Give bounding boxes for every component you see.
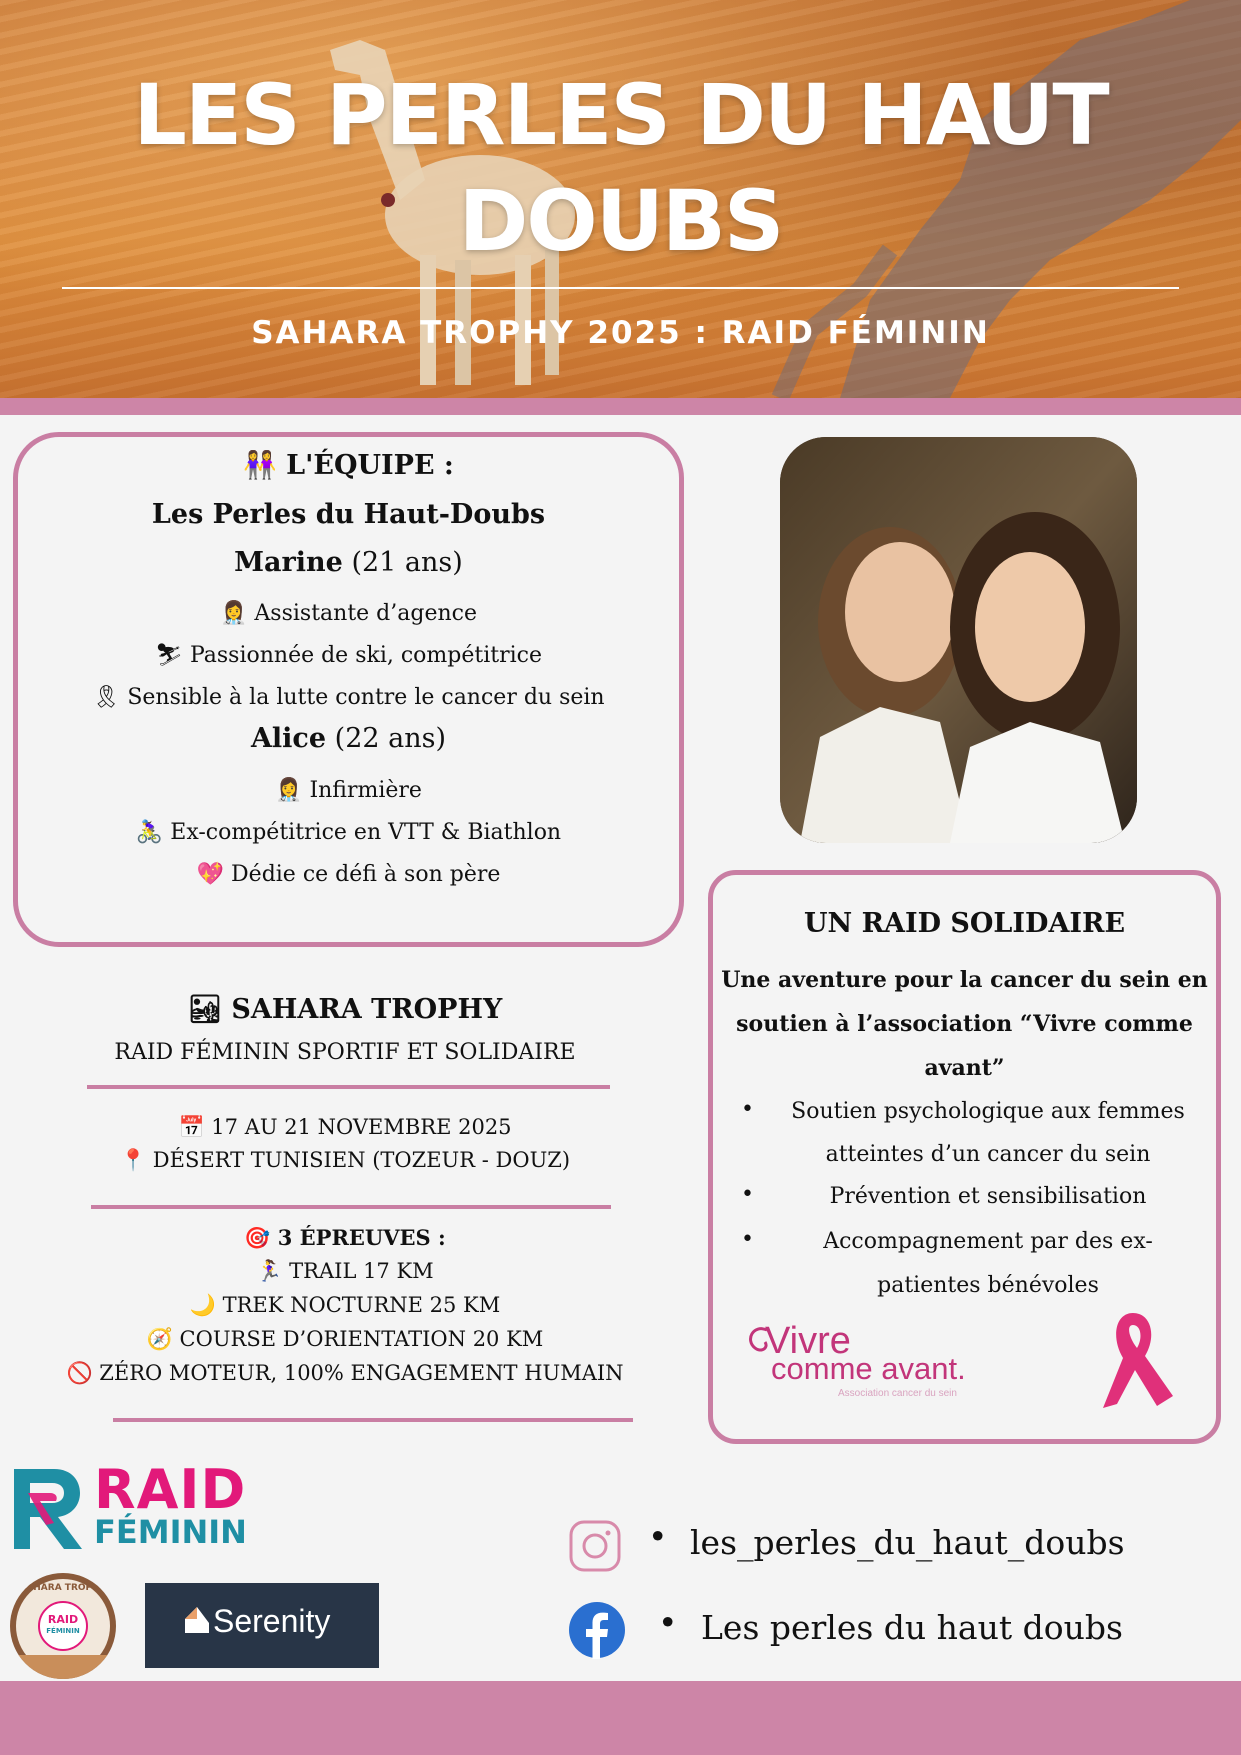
- member-marine: [18, 547, 679, 578]
- divider: [91, 1205, 611, 1209]
- raid-logo-word: RAID: [94, 1458, 247, 1521]
- event-item: 🏃‍♀️ TRAIL 17 KM: [256, 1259, 434, 1283]
- member-detail: 🎗 Sensible à la lutte contre le cancer du sein: [92, 685, 605, 710]
- title-divider: [62, 287, 1179, 289]
- member-detail: 👩‍⚕️ Assistante d’agence: [220, 601, 477, 626]
- health-worker-icon: 👩‍⚕️: [275, 778, 303, 803]
- prohibited-icon: 🚫: [66, 1361, 93, 1385]
- raid-intro-line: soutien à l’association “Vivre comme: [736, 1011, 1193, 1037]
- pink-ribbon-icon: [1093, 1308, 1183, 1413]
- raid-intro-line: avant”: [924, 1055, 1005, 1081]
- member-detail: 👩‍⚕️ Infirmière: [275, 778, 422, 803]
- divider: [113, 1418, 633, 1422]
- page-title: [0, 62, 1241, 274]
- member-age: (22 ans): [334, 723, 447, 754]
- raid-bullet-text: patientes bénévoles: [877, 1273, 1099, 1298]
- pin-icon: 📍: [119, 1148, 147, 1172]
- raid-bullet-text: atteintes d’un cancer du sein: [825, 1142, 1151, 1167]
- compass-icon: 🧭: [146, 1327, 173, 1351]
- vivre-comme-avant-logo: Vivre comme avant. Association cancer du sein: [743, 1322, 1003, 1407]
- calendar-icon: 📅: [178, 1115, 205, 1139]
- events-title: 🎯 3 ÉPREUVES :: [244, 1225, 446, 1250]
- bullet-dot: •: [741, 1227, 754, 1252]
- heart-icon: 💖: [196, 862, 225, 887]
- moon-icon: 🌙: [189, 1293, 216, 1317]
- bullet-dot: •: [648, 1517, 668, 1556]
- title-line-2: DOUBS: [458, 172, 783, 270]
- two-women-icon: 👭: [243, 450, 277, 481]
- raid-title: UN RAID SOLIDAIRE: [803, 908, 1126, 939]
- header-pink-band: [0, 398, 1241, 415]
- team-heading-text: L'ÉQUIPE :: [286, 450, 454, 481]
- serenity-mark-icon: [183, 1605, 211, 1635]
- skier-icon: ⛷: [155, 643, 183, 668]
- raid-bullet-text: Soutien psychologique aux femmes: [791, 1099, 1185, 1124]
- hero-banner: [0, 0, 1241, 398]
- page-subtitle: SAHARA TROPHY 2025 : RAID FÉMININ: [251, 315, 990, 351]
- event-item: 🚫 ZÉRO MOTEUR, 100% ENGAGEMENT HUMAIN: [66, 1361, 624, 1385]
- sahara-trophy-badge: SAHARA TROPHY RAID FÉMININ: [10, 1573, 116, 1679]
- desert-icon: 🏜: [187, 994, 223, 1025]
- team-photo-image: [780, 437, 1137, 843]
- health-worker-icon: 👩‍⚕️: [220, 601, 248, 626]
- team-heading: [18, 449, 679, 481]
- feminin-logo-word: FÉMININ: [94, 1513, 247, 1551]
- team-photo: [780, 437, 1137, 843]
- trophy-subtitle: RAID FÉMININ SPORTIF ET SOLIDAIRE: [114, 1040, 576, 1065]
- raid-bullet-text: Accompagnement par des ex-: [823, 1229, 1153, 1254]
- raid-feminin-logo: [10, 1458, 260, 1553]
- instagram-icon[interactable]: [568, 1519, 622, 1573]
- raid-intro-line: Une aventure pour la cancer du sein en: [721, 967, 1208, 993]
- raid-r-monogram-icon: [10, 1465, 88, 1551]
- serenity-logo: Serenity: [145, 1583, 379, 1668]
- event-item: 🧭 COURSE D’ORIENTATION 20 KM: [146, 1327, 544, 1351]
- member-name: Marine: [234, 547, 343, 578]
- facebook-name[interactable]: Les perles du haut doubs: [701, 1608, 1123, 1647]
- bullet-dot: •: [741, 1097, 754, 1122]
- bullet-dot: •: [658, 1603, 678, 1642]
- member-alice: [18, 723, 679, 754]
- badge-ring-text: SAHARA TROPHY: [19, 1583, 107, 1593]
- member-name: Alice: [250, 723, 327, 754]
- target-icon: 🎯: [244, 1226, 271, 1250]
- ribbon-icon: 🎗: [92, 685, 121, 710]
- runner-icon: 🏃‍♀️: [256, 1259, 283, 1283]
- raid-bullet-text: Prévention et sensibilisation: [829, 1184, 1147, 1209]
- footer-pink-band: [0, 1681, 1241, 1755]
- team-card: [13, 432, 684, 947]
- divider: [87, 1085, 610, 1089]
- trophy-date: 📅 17 AU 21 NOVEMBRE 2025: [178, 1115, 512, 1139]
- member-detail: 💖 Dédie ce défi à son père: [196, 862, 501, 887]
- title-line-1: LES PERLES DU HAUT: [133, 66, 1108, 164]
- raid-solidaire-card: [708, 870, 1221, 1444]
- member-age: (21 ans): [351, 547, 463, 578]
- trophy-place: 📍 DÉSERT TUNISIEN (TOZEUR - DOUZ): [119, 1148, 571, 1172]
- team-name: Les Perles du Haut-Doubs: [151, 499, 546, 530]
- trophy-title: 🏜 SAHARA TROPHY: [187, 994, 503, 1025]
- event-item: 🌙 TREK NOCTURNE 25 KM: [189, 1293, 501, 1317]
- cyclist-icon: 🚴‍♀️: [135, 820, 164, 845]
- member-detail: 🚴‍♀️ Ex-compétitrice en VTT & Biathlon: [135, 820, 562, 845]
- instagram-handle[interactable]: les_perles_du_haut_doubs: [690, 1523, 1125, 1562]
- bullet-dot: •: [741, 1182, 754, 1207]
- facebook-icon[interactable]: [568, 1601, 626, 1659]
- member-detail: ⛷ Passionnée de ski, compétitrice: [155, 643, 542, 668]
